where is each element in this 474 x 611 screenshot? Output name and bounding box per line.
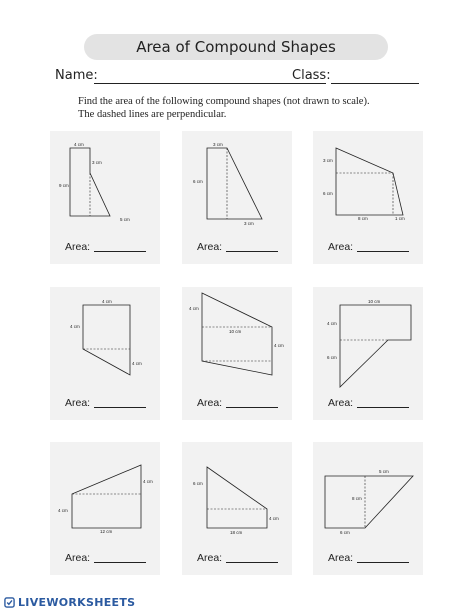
worksheet-title-banner bbox=[84, 34, 388, 60]
shape-7-label-1: 4 cm bbox=[143, 479, 153, 484]
compound-shape-3 bbox=[313, 131, 423, 241]
area-input-line[interactable] bbox=[94, 562, 146, 563]
shape-4-label-3: 4 cm bbox=[132, 361, 142, 366]
instructions-line-2: The dashed lines are perpendicular. bbox=[78, 109, 227, 120]
instructions bbox=[78, 95, 418, 121]
area-input-line[interactable] bbox=[226, 562, 278, 563]
worksheet-title: Area of Compound Shapes bbox=[136, 38, 336, 56]
shape-card-1 bbox=[50, 131, 160, 264]
shape-card-5 bbox=[182, 287, 292, 420]
shape-5-label-2: 10 cm bbox=[229, 329, 242, 334]
shape-4-label-2: 4 cm bbox=[70, 324, 80, 329]
shape-2-label-1: 3 cm bbox=[213, 142, 223, 147]
compound-shape-8 bbox=[182, 442, 292, 552]
shape-card-7 bbox=[50, 442, 160, 575]
area-answer-2 bbox=[197, 241, 292, 255]
area-label: Area: bbox=[65, 241, 91, 253]
area-answer-7 bbox=[65, 552, 160, 566]
area-input-line[interactable] bbox=[357, 251, 409, 252]
compound-shape-2 bbox=[182, 131, 292, 241]
shape-8-label-1: 6 cm bbox=[193, 481, 203, 486]
shape-7-label-3: 12 cm bbox=[100, 529, 113, 534]
shape-1-label-2: 3 cm bbox=[92, 160, 102, 165]
area-label: Area: bbox=[197, 552, 223, 564]
area-label: Area: bbox=[328, 241, 354, 253]
class-input-line[interactable] bbox=[331, 83, 419, 84]
area-input-line[interactable] bbox=[357, 562, 409, 563]
area-answer-5 bbox=[197, 397, 292, 411]
instructions-line-1: Find the area of the following compound shapes (not drawn to scale). bbox=[78, 96, 370, 107]
area-label: Area: bbox=[65, 397, 91, 409]
shape-card-8 bbox=[182, 442, 292, 575]
shape-card-4 bbox=[50, 287, 160, 420]
area-input-line[interactable] bbox=[94, 407, 146, 408]
shape-card-9 bbox=[313, 442, 423, 575]
shape-5-label-3: 4 cm bbox=[274, 343, 284, 348]
shape-3-label-3: 8 cm bbox=[358, 216, 368, 221]
area-input-line[interactable] bbox=[357, 407, 409, 408]
shape-3-label-1: 3 cm bbox=[323, 158, 333, 163]
area-input-line[interactable] bbox=[226, 407, 278, 408]
area-answer-9 bbox=[328, 552, 423, 566]
shape-3-label-4: 1 cm bbox=[395, 216, 405, 221]
area-label: Area: bbox=[197, 397, 223, 409]
shape-2-label-3: 3 cm bbox=[244, 221, 254, 226]
shape-card-6 bbox=[313, 287, 423, 420]
shape-8-label-3: 18 cm bbox=[230, 530, 243, 535]
compound-shape-9 bbox=[313, 442, 423, 552]
shape-9-label-2: 8 cm bbox=[352, 496, 362, 501]
area-label: Area: bbox=[197, 241, 223, 253]
area-answer-3 bbox=[328, 241, 423, 255]
shape-5-label-1: 4 cm bbox=[189, 306, 199, 311]
shape-8-label-2: 4 cm bbox=[269, 516, 279, 521]
area-input-line[interactable] bbox=[94, 251, 146, 252]
shape-9-label-1: 5 cm bbox=[379, 469, 389, 474]
area-label: Area: bbox=[328, 397, 354, 409]
name-label: Name: bbox=[55, 68, 98, 83]
compound-shape-6 bbox=[313, 287, 423, 397]
shape-1-label-3: 9 cm bbox=[59, 183, 69, 188]
shape-2-label-2: 6 cm bbox=[193, 179, 203, 184]
shape-1-label-4: 5 cm bbox=[120, 217, 130, 222]
compound-shape-5 bbox=[182, 287, 292, 397]
shape-3-label-2: 6 cm bbox=[323, 191, 333, 196]
compound-shape-4 bbox=[50, 287, 160, 397]
shape-9-label-3: 6 cm bbox=[340, 530, 350, 535]
area-answer-1 bbox=[65, 241, 160, 255]
area-input-line[interactable] bbox=[226, 251, 278, 252]
area-label: Area: bbox=[328, 552, 354, 564]
class-label: Class: bbox=[292, 68, 331, 83]
name-input-line[interactable] bbox=[94, 83, 326, 84]
compound-shape-1 bbox=[50, 131, 160, 241]
area-answer-4 bbox=[65, 397, 160, 411]
shape-4-label-1: 4 cm bbox=[102, 299, 112, 304]
area-answer-8 bbox=[197, 552, 292, 566]
footer-brand-text: LIVEWORKSHEETS bbox=[18, 596, 136, 609]
area-label: Area: bbox=[65, 552, 91, 564]
shape-1-label-1: 4 cm bbox=[74, 142, 84, 147]
area-answer-6 bbox=[328, 397, 423, 411]
shape-6-label-3: 6 cm bbox=[327, 355, 337, 360]
shape-6-label-2: 4 cm bbox=[327, 321, 337, 326]
footer-brand-bar bbox=[0, 594, 474, 611]
shape-7-label-2: 4 cm bbox=[58, 508, 68, 513]
compound-shape-7 bbox=[50, 442, 160, 552]
shape-card-3 bbox=[313, 131, 423, 264]
shape-card-2 bbox=[182, 131, 292, 264]
shape-6-label-1: 10 cm bbox=[368, 299, 381, 304]
liveworksheets-logo-icon bbox=[4, 597, 15, 608]
name-class-row bbox=[40, 66, 440, 88]
